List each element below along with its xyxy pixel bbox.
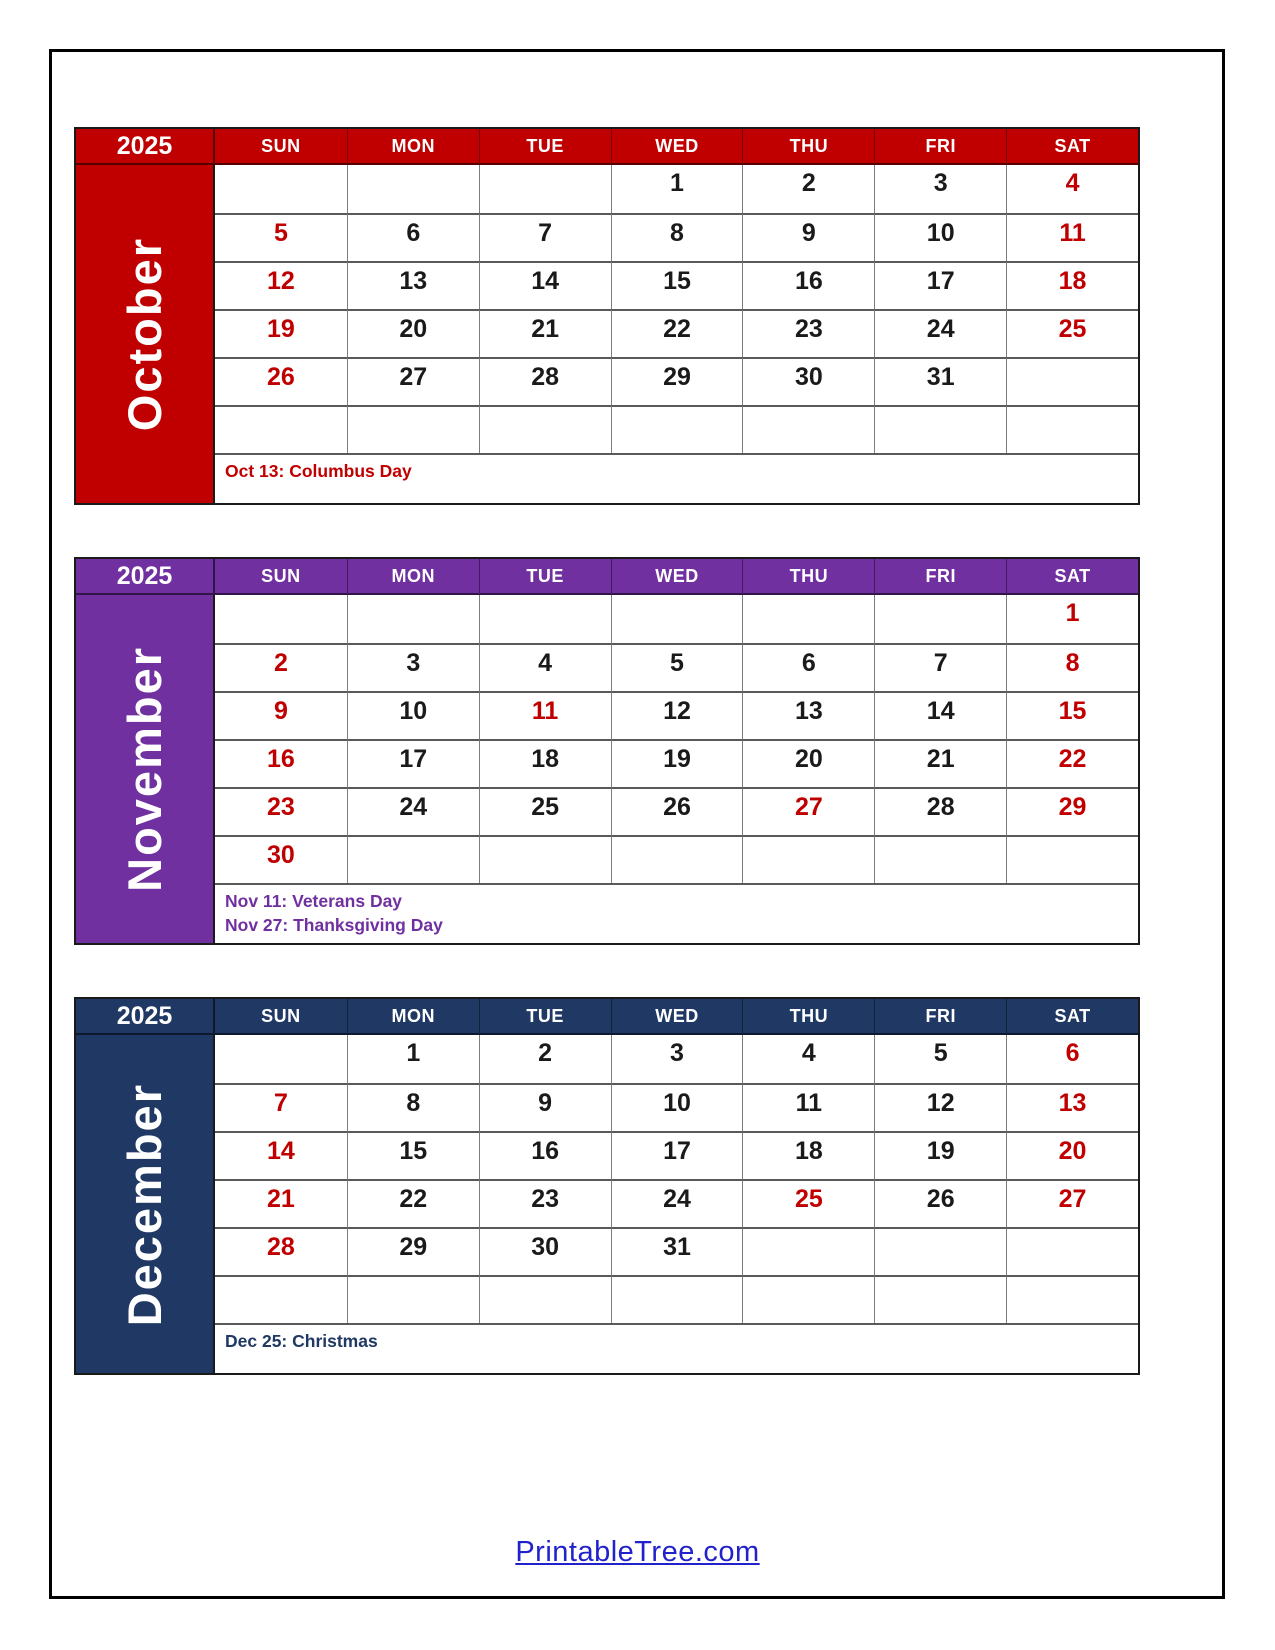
day-cell: [611, 405, 743, 453]
holiday-note-line: Oct 13: Columbus Day: [225, 461, 412, 481]
day-cell: 19: [874, 1131, 1006, 1179]
day-cell: 31: [611, 1227, 743, 1275]
day-cell: 27: [1006, 1179, 1138, 1227]
day-cell: [874, 835, 1006, 883]
day-header-sat: SAT: [1006, 999, 1138, 1035]
day-cell: [742, 1275, 874, 1323]
day-cell: 19: [215, 309, 347, 357]
day-cell: 11: [1006, 213, 1138, 261]
day-cell: 22: [347, 1179, 479, 1227]
day-cell: 30: [742, 357, 874, 405]
day-cell: 5: [611, 643, 743, 691]
day-cell: [1006, 405, 1138, 453]
day-cell: 17: [874, 261, 1006, 309]
day-header-thu: THU: [742, 559, 874, 595]
day-cell: 29: [611, 357, 743, 405]
day-cell: 14: [874, 691, 1006, 739]
day-header-wed: WED: [611, 559, 743, 595]
day-cell: [479, 835, 611, 883]
day-header-fri: FRI: [874, 999, 1006, 1035]
day-cell: 20: [742, 739, 874, 787]
day-cell: 11: [742, 1083, 874, 1131]
day-cell: 28: [874, 787, 1006, 835]
day-cell: [611, 1275, 743, 1323]
day-cell: 23: [479, 1179, 611, 1227]
day-header-sun: SUN: [215, 559, 347, 595]
day-cell: [611, 595, 743, 643]
day-cell: 23: [742, 309, 874, 357]
day-cell: 11: [479, 691, 611, 739]
day-cell: 3: [874, 165, 1006, 213]
day-header-fri: FRI: [874, 559, 1006, 595]
day-cell: 24: [347, 787, 479, 835]
day-cell: 7: [874, 643, 1006, 691]
day-cell: 25: [479, 787, 611, 835]
day-header-mon: MON: [347, 129, 479, 165]
day-cell: 30: [479, 1227, 611, 1275]
holiday-note-line: Dec 25: Christmas: [225, 1331, 378, 1352]
day-header-fri: FRI: [874, 129, 1006, 165]
day-cell: 5: [215, 213, 347, 261]
day-header-sat: SAT: [1006, 559, 1138, 595]
day-header-thu: THU: [742, 129, 874, 165]
day-cell: [215, 405, 347, 453]
day-header-sun: SUN: [215, 129, 347, 165]
year-label: 2025: [76, 999, 215, 1035]
day-cell: 7: [479, 213, 611, 261]
day-cell: 20: [347, 309, 479, 357]
day-cell: 28: [479, 357, 611, 405]
day-cell: 21: [479, 309, 611, 357]
day-cell: 12: [215, 261, 347, 309]
day-cell: 25: [742, 1179, 874, 1227]
day-cell: [479, 405, 611, 453]
day-cell: 2: [742, 165, 874, 213]
day-cell: 30: [215, 835, 347, 883]
day-cell: [1006, 1227, 1138, 1275]
day-cell: 4: [742, 1035, 874, 1083]
month-section-november: [74, 557, 1140, 945]
printabletree-link[interactable]: PrintableTree.com: [515, 1536, 760, 1568]
day-cell: [742, 1227, 874, 1275]
day-cell: 6: [1006, 1035, 1138, 1083]
month-name-label: December: [118, 1082, 171, 1326]
day-cell: 22: [1006, 739, 1138, 787]
month-name-cell: [76, 1035, 215, 1373]
day-cell: 25: [1006, 309, 1138, 357]
day-header-thu: THU: [742, 999, 874, 1035]
month-name-cell: [76, 595, 215, 943]
day-cell: 10: [611, 1083, 743, 1131]
day-cell: 26: [611, 787, 743, 835]
day-cell: 4: [1006, 165, 1138, 213]
day-cell: 20: [1006, 1131, 1138, 1179]
day-cell: 2: [479, 1035, 611, 1083]
day-cell: [1006, 835, 1138, 883]
holiday-notes: [215, 1323, 1138, 1373]
day-cell: 9: [479, 1083, 611, 1131]
day-cell: 6: [742, 643, 874, 691]
day-cell: [874, 1227, 1006, 1275]
day-header-mon: MON: [347, 999, 479, 1035]
year-label: 2025: [76, 559, 215, 595]
day-cell: 7: [215, 1083, 347, 1131]
day-cell: 21: [215, 1179, 347, 1227]
day-cell: 17: [611, 1131, 743, 1179]
month-name-label: October: [118, 236, 171, 432]
day-cell: [1006, 357, 1138, 405]
day-header-tue: TUE: [479, 559, 611, 595]
day-cell: [479, 165, 611, 213]
day-cell: 1: [347, 1035, 479, 1083]
day-cell: [479, 595, 611, 643]
day-cell: 6: [347, 213, 479, 261]
day-cell: 23: [215, 787, 347, 835]
day-cell: [215, 595, 347, 643]
day-cell: [347, 165, 479, 213]
day-cell: 15: [611, 261, 743, 309]
day-cell: [215, 1035, 347, 1083]
footer: [0, 1536, 1275, 1569]
day-cell: 26: [215, 357, 347, 405]
day-header-tue: TUE: [479, 129, 611, 165]
month-list: [74, 127, 1140, 1427]
day-cell: 14: [215, 1131, 347, 1179]
holiday-note-line: Nov 11: Veterans Day: [225, 891, 403, 911]
day-cell: 29: [347, 1227, 479, 1275]
day-cell: [611, 835, 743, 883]
day-cell: 9: [742, 213, 874, 261]
day-cell: 2: [215, 643, 347, 691]
day-cell: 16: [742, 261, 874, 309]
year-label: 2025: [76, 129, 215, 165]
day-cell: 29: [1006, 787, 1138, 835]
day-cell: [479, 1275, 611, 1323]
day-cell: 18: [479, 739, 611, 787]
day-cell: [215, 165, 347, 213]
day-cell: 17: [347, 739, 479, 787]
day-cell: 8: [1006, 643, 1138, 691]
day-cell: [742, 595, 874, 643]
day-cell: [742, 405, 874, 453]
day-cell: 12: [611, 691, 743, 739]
day-cell: 10: [347, 691, 479, 739]
day-cell: [742, 835, 874, 883]
day-cell: 13: [742, 691, 874, 739]
day-cell: 9: [215, 691, 347, 739]
day-cell: [215, 1275, 347, 1323]
day-cell: 16: [215, 739, 347, 787]
day-header-sun: SUN: [215, 999, 347, 1035]
day-cell: [347, 595, 479, 643]
day-cell: 15: [347, 1131, 479, 1179]
day-cell: 19: [611, 739, 743, 787]
day-cell: 12: [874, 1083, 1006, 1131]
day-cell: [347, 835, 479, 883]
day-cell: [347, 1275, 479, 1323]
day-cell: 1: [611, 165, 743, 213]
month-name-label: November: [118, 646, 171, 893]
day-cell: 16: [479, 1131, 611, 1179]
day-cell: 15: [1006, 691, 1138, 739]
day-header-wed: WED: [611, 999, 743, 1035]
day-header-sat: SAT: [1006, 129, 1138, 165]
day-cell: 13: [347, 261, 479, 309]
day-cell: 26: [874, 1179, 1006, 1227]
day-cell: [874, 405, 1006, 453]
day-cell: 31: [874, 357, 1006, 405]
day-cell: 18: [1006, 261, 1138, 309]
day-cell: 13: [1006, 1083, 1138, 1131]
holiday-notes: [215, 453, 1138, 503]
holiday-note-line: Nov 27: Thanksgiving Day: [225, 914, 443, 935]
day-header-tue: TUE: [479, 999, 611, 1035]
day-cell: 24: [874, 309, 1006, 357]
day-cell: 5: [874, 1035, 1006, 1083]
day-cell: [874, 1275, 1006, 1323]
day-cell: 24: [611, 1179, 743, 1227]
day-cell: 3: [347, 643, 479, 691]
month-section-december: [74, 997, 1140, 1375]
day-header-wed: WED: [611, 129, 743, 165]
holiday-notes: [215, 883, 1138, 943]
day-cell: 1: [1006, 595, 1138, 643]
day-cell: 28: [215, 1227, 347, 1275]
day-cell: 10: [874, 213, 1006, 261]
day-cell: 4: [479, 643, 611, 691]
day-cell: 18: [742, 1131, 874, 1179]
day-header-mon: MON: [347, 559, 479, 595]
day-cell: 14: [479, 261, 611, 309]
month-name-cell: [76, 165, 215, 503]
day-cell: 8: [611, 213, 743, 261]
day-cell: [1006, 1275, 1138, 1323]
day-cell: 3: [611, 1035, 743, 1083]
day-cell: 27: [742, 787, 874, 835]
day-cell: 21: [874, 739, 1006, 787]
day-cell: 8: [347, 1083, 479, 1131]
day-cell: [347, 405, 479, 453]
month-section-october: [74, 127, 1140, 505]
day-cell: 27: [347, 357, 479, 405]
day-cell: 22: [611, 309, 743, 357]
day-cell: [874, 595, 1006, 643]
